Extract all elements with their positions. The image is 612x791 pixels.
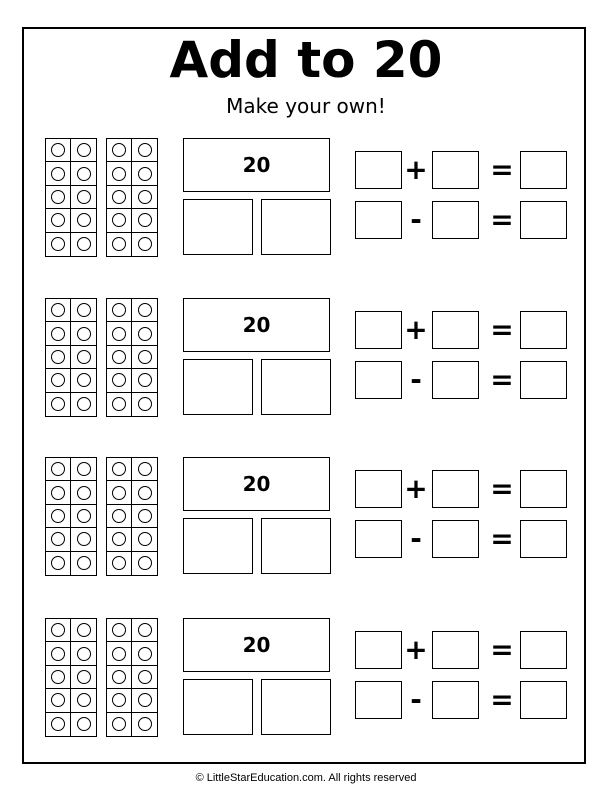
ten-frame-cell xyxy=(107,299,132,322)
counter-circle-icon xyxy=(112,717,126,731)
ten-frame-cell xyxy=(132,642,157,665)
ten-frame-cell xyxy=(71,322,96,345)
counter-circle-icon xyxy=(77,717,91,731)
ten-frame-cell xyxy=(71,505,96,528)
ten-frame-cell xyxy=(71,233,96,256)
counter-circle-icon xyxy=(138,670,152,684)
counter-circle-icon xyxy=(77,327,91,341)
plus-sign: + xyxy=(404,153,428,186)
counter-circle-icon xyxy=(112,237,126,251)
addend-box-1[interactable] xyxy=(355,470,402,508)
counter-circle-icon xyxy=(51,167,65,181)
counter-circle-icon xyxy=(138,717,152,731)
ten-frame-cell xyxy=(46,666,71,689)
counter-circle-icon xyxy=(138,190,152,204)
counter-circle-icon xyxy=(77,143,91,157)
ten-frame-cell xyxy=(132,552,157,575)
counter-circle-icon xyxy=(77,486,91,500)
counter-circle-icon xyxy=(51,647,65,661)
counter-circle-icon xyxy=(138,556,152,570)
equals-sign: = xyxy=(490,313,514,346)
ten-frame-cell xyxy=(46,299,71,322)
addend-box-1[interactable] xyxy=(355,311,402,349)
ten-frame-cell xyxy=(71,186,96,209)
ten-frame-cell xyxy=(71,209,96,232)
counter-circle-icon xyxy=(112,556,126,570)
ten-frame-left xyxy=(45,138,97,257)
counter-circle-icon xyxy=(77,373,91,387)
part-box-left[interactable] xyxy=(183,199,253,255)
ten-frame-right xyxy=(106,618,158,737)
counter-circle-icon xyxy=(138,303,152,317)
addend-box-2[interactable] xyxy=(432,151,479,189)
counter-circle-icon xyxy=(51,486,65,500)
counter-circle-icon xyxy=(77,350,91,364)
subtrahend-box[interactable] xyxy=(432,361,479,399)
counter-circle-icon xyxy=(51,693,65,707)
counter-circle-icon xyxy=(112,509,126,523)
ten-frame-cell xyxy=(107,666,132,689)
counter-circle-icon xyxy=(77,670,91,684)
part-box-left[interactable] xyxy=(183,359,253,415)
ten-frame-cell xyxy=(71,393,96,416)
addend-box-2[interactable] xyxy=(432,631,479,669)
ten-frame-cell xyxy=(132,139,157,162)
equals-sign: = xyxy=(490,633,514,666)
counter-circle-icon xyxy=(138,213,152,227)
subtrahend-box[interactable] xyxy=(432,201,479,239)
ten-frame-cell xyxy=(107,689,132,712)
ten-frame-cell xyxy=(132,299,157,322)
minus-sign: - xyxy=(410,363,422,396)
ten-frame-cell xyxy=(71,552,96,575)
sum-box[interactable] xyxy=(520,470,567,508)
counter-circle-icon xyxy=(138,373,152,387)
counter-circle-icon xyxy=(138,350,152,364)
equals-sign: = xyxy=(490,153,514,186)
addend-box-2[interactable] xyxy=(432,311,479,349)
ten-frame-cell xyxy=(46,552,71,575)
equals-sign: = xyxy=(490,472,514,505)
minuend-box[interactable] xyxy=(355,201,402,239)
counter-circle-icon xyxy=(138,647,152,661)
counter-circle-icon xyxy=(138,167,152,181)
ten-frame-cell xyxy=(71,299,96,322)
counter-circle-icon xyxy=(138,509,152,523)
ten-frame-cell xyxy=(107,233,132,256)
ten-frame-cell xyxy=(46,505,71,528)
ten-frame-cell xyxy=(71,369,96,392)
part-box-left[interactable] xyxy=(183,518,253,574)
ten-frame-cell xyxy=(107,186,132,209)
counter-circle-icon xyxy=(112,486,126,500)
ten-frame-cell xyxy=(107,346,132,369)
ten-frame-cell xyxy=(132,162,157,185)
ten-frame-cell xyxy=(46,139,71,162)
ten-frame-cell xyxy=(132,322,157,345)
ten-frame-cell xyxy=(132,233,157,256)
ten-frame-cell xyxy=(107,139,132,162)
counter-circle-icon xyxy=(51,237,65,251)
ten-frame-cell xyxy=(132,481,157,504)
ten-frame-cell xyxy=(132,689,157,712)
counter-circle-icon xyxy=(77,647,91,661)
counter-circle-icon xyxy=(77,237,91,251)
counter-circle-icon xyxy=(112,350,126,364)
ten-frame-right xyxy=(106,457,158,576)
counter-circle-icon xyxy=(112,623,126,637)
problem-row xyxy=(0,138,612,278)
counter-circle-icon xyxy=(77,532,91,546)
counter-circle-icon xyxy=(77,303,91,317)
counter-circle-icon xyxy=(112,397,126,411)
part-box-right[interactable] xyxy=(261,359,331,415)
addend-box-1[interactable] xyxy=(355,631,402,669)
equals-sign: = xyxy=(490,203,514,236)
counter-circle-icon xyxy=(112,647,126,661)
counter-circle-icon xyxy=(112,303,126,317)
ten-frame-cell xyxy=(71,346,96,369)
counter-circle-icon xyxy=(112,190,126,204)
ten-frame-cell xyxy=(132,369,157,392)
part-box-right[interactable] xyxy=(261,679,331,735)
plus-sign: + xyxy=(404,313,428,346)
difference-box[interactable] xyxy=(520,520,567,558)
counter-circle-icon xyxy=(138,327,152,341)
counter-circle-icon xyxy=(51,509,65,523)
ten-frame-cell xyxy=(46,528,71,551)
counter-circle-icon xyxy=(138,397,152,411)
minuend-box[interactable] xyxy=(355,361,402,399)
counter-circle-icon xyxy=(77,190,91,204)
ten-frame-cell xyxy=(71,139,96,162)
counter-circle-icon xyxy=(112,143,126,157)
ten-frame-cell xyxy=(71,713,96,736)
part-box-right[interactable] xyxy=(261,518,331,574)
ten-frame-cell xyxy=(46,458,71,481)
addend-box-1[interactable] xyxy=(355,151,402,189)
counter-circle-icon xyxy=(51,532,65,546)
ten-frame-cell xyxy=(107,162,132,185)
problem-row xyxy=(0,618,612,758)
ten-frame-cell xyxy=(132,346,157,369)
ten-frame-left xyxy=(45,618,97,737)
addend-box-2[interactable] xyxy=(432,470,479,508)
ten-frame-cell xyxy=(132,209,157,232)
ten-frame-cell xyxy=(107,713,132,736)
ten-frame-cell xyxy=(46,233,71,256)
counter-circle-icon xyxy=(138,143,152,157)
minus-sign: - xyxy=(410,522,422,555)
ten-frame-cell xyxy=(46,713,71,736)
counter-circle-icon xyxy=(51,303,65,317)
counter-circle-icon xyxy=(138,693,152,707)
counter-circle-icon xyxy=(51,373,65,387)
ten-frame-cell xyxy=(46,209,71,232)
ten-frame-cell xyxy=(46,186,71,209)
equals-sign: = xyxy=(490,522,514,555)
whole-number-box: 20 xyxy=(183,298,330,352)
ten-frame-cell xyxy=(132,186,157,209)
ten-frame-cell xyxy=(132,619,157,642)
ten-frame-right xyxy=(106,138,158,257)
counter-circle-icon xyxy=(51,623,65,637)
counter-circle-icon xyxy=(51,397,65,411)
counter-circle-icon xyxy=(138,237,152,251)
counter-circle-icon xyxy=(51,213,65,227)
counter-circle-icon xyxy=(112,670,126,684)
counter-circle-icon xyxy=(77,623,91,637)
ten-frame-cell xyxy=(132,666,157,689)
subtrahend-box[interactable] xyxy=(432,520,479,558)
difference-box[interactable] xyxy=(520,361,567,399)
ten-frame-cell xyxy=(107,209,132,232)
ten-frame-cell xyxy=(132,713,157,736)
ten-frame-cell xyxy=(107,458,132,481)
part-box-left[interactable] xyxy=(183,679,253,735)
ten-frame-cell xyxy=(46,642,71,665)
minuend-box[interactable] xyxy=(355,681,402,719)
counter-circle-icon xyxy=(77,462,91,476)
counter-circle-icon xyxy=(51,556,65,570)
counter-circle-icon xyxy=(138,486,152,500)
counter-circle-icon xyxy=(138,532,152,546)
sum-box[interactable] xyxy=(520,631,567,669)
ten-frame-cell xyxy=(132,505,157,528)
counter-circle-icon xyxy=(138,623,152,637)
ten-frame-left xyxy=(45,298,97,417)
part-box-right[interactable] xyxy=(261,199,331,255)
ten-frame-cell xyxy=(107,369,132,392)
ten-frame-cell xyxy=(107,528,132,551)
ten-frame-cell xyxy=(71,458,96,481)
problem-row xyxy=(0,298,612,438)
ten-frame-cell xyxy=(46,481,71,504)
counter-circle-icon xyxy=(51,327,65,341)
counter-circle-icon xyxy=(112,373,126,387)
whole-number-box: 20 xyxy=(183,138,330,192)
counter-circle-icon xyxy=(51,462,65,476)
ten-frame-cell xyxy=(71,666,96,689)
ten-frame-cell xyxy=(107,642,132,665)
ten-frame-right xyxy=(106,298,158,417)
ten-frame-cell xyxy=(107,619,132,642)
copyright-footer: © LittleStarEducation.com. All rights reserved xyxy=(195,772,417,784)
ten-frame-left xyxy=(45,457,97,576)
counter-circle-icon xyxy=(112,532,126,546)
counter-circle-icon xyxy=(112,167,126,181)
ten-frame-cell xyxy=(107,481,132,504)
ten-frame-cell xyxy=(71,689,96,712)
counter-circle-icon xyxy=(51,143,65,157)
sum-box[interactable] xyxy=(520,151,567,189)
ten-frame-cell xyxy=(46,346,71,369)
subtrahend-box[interactable] xyxy=(432,681,479,719)
ten-frame-cell xyxy=(71,619,96,642)
counter-circle-icon xyxy=(138,462,152,476)
counter-circle-icon xyxy=(77,556,91,570)
equals-sign: = xyxy=(490,683,514,716)
minus-sign: - xyxy=(410,683,422,716)
counter-circle-icon xyxy=(77,167,91,181)
counter-circle-icon xyxy=(51,350,65,364)
counter-circle-icon xyxy=(77,693,91,707)
counter-circle-icon xyxy=(51,190,65,204)
ten-frame-cell xyxy=(46,393,71,416)
ten-frame-cell xyxy=(46,162,71,185)
ten-frame-cell xyxy=(132,528,157,551)
ten-frame-cell xyxy=(46,322,71,345)
counter-circle-icon xyxy=(112,213,126,227)
difference-box[interactable] xyxy=(520,201,567,239)
difference-box[interactable] xyxy=(520,681,567,719)
page-title: Add to 20 xyxy=(169,31,443,89)
page-subtitle: Make your own! xyxy=(226,94,386,118)
minus-sign: - xyxy=(410,203,422,236)
counter-circle-icon xyxy=(77,397,91,411)
counter-circle-icon xyxy=(112,462,126,476)
minuend-box[interactable] xyxy=(355,520,402,558)
ten-frame-cell xyxy=(71,162,96,185)
plus-sign: + xyxy=(404,472,428,505)
ten-frame-cell xyxy=(71,642,96,665)
counter-circle-icon xyxy=(112,327,126,341)
ten-frame-cell xyxy=(46,689,71,712)
counter-circle-icon xyxy=(112,693,126,707)
plus-sign: + xyxy=(404,633,428,666)
counter-circle-icon xyxy=(77,213,91,227)
ten-frame-cell xyxy=(107,505,132,528)
ten-frame-cell xyxy=(46,369,71,392)
counter-circle-icon xyxy=(51,717,65,731)
sum-box[interactable] xyxy=(520,311,567,349)
problem-row xyxy=(0,457,612,597)
counter-circle-icon xyxy=(77,509,91,523)
counter-circle-icon xyxy=(51,670,65,684)
ten-frame-cell xyxy=(107,552,132,575)
ten-frame-cell xyxy=(107,322,132,345)
ten-frame-cell xyxy=(46,619,71,642)
ten-frame-cell xyxy=(71,528,96,551)
ten-frame-cell xyxy=(71,481,96,504)
equals-sign: = xyxy=(490,363,514,396)
whole-number-box: 20 xyxy=(183,618,330,672)
ten-frame-cell xyxy=(132,393,157,416)
ten-frame-cell xyxy=(132,458,157,481)
whole-number-box: 20 xyxy=(183,457,330,511)
ten-frame-cell xyxy=(107,393,132,416)
